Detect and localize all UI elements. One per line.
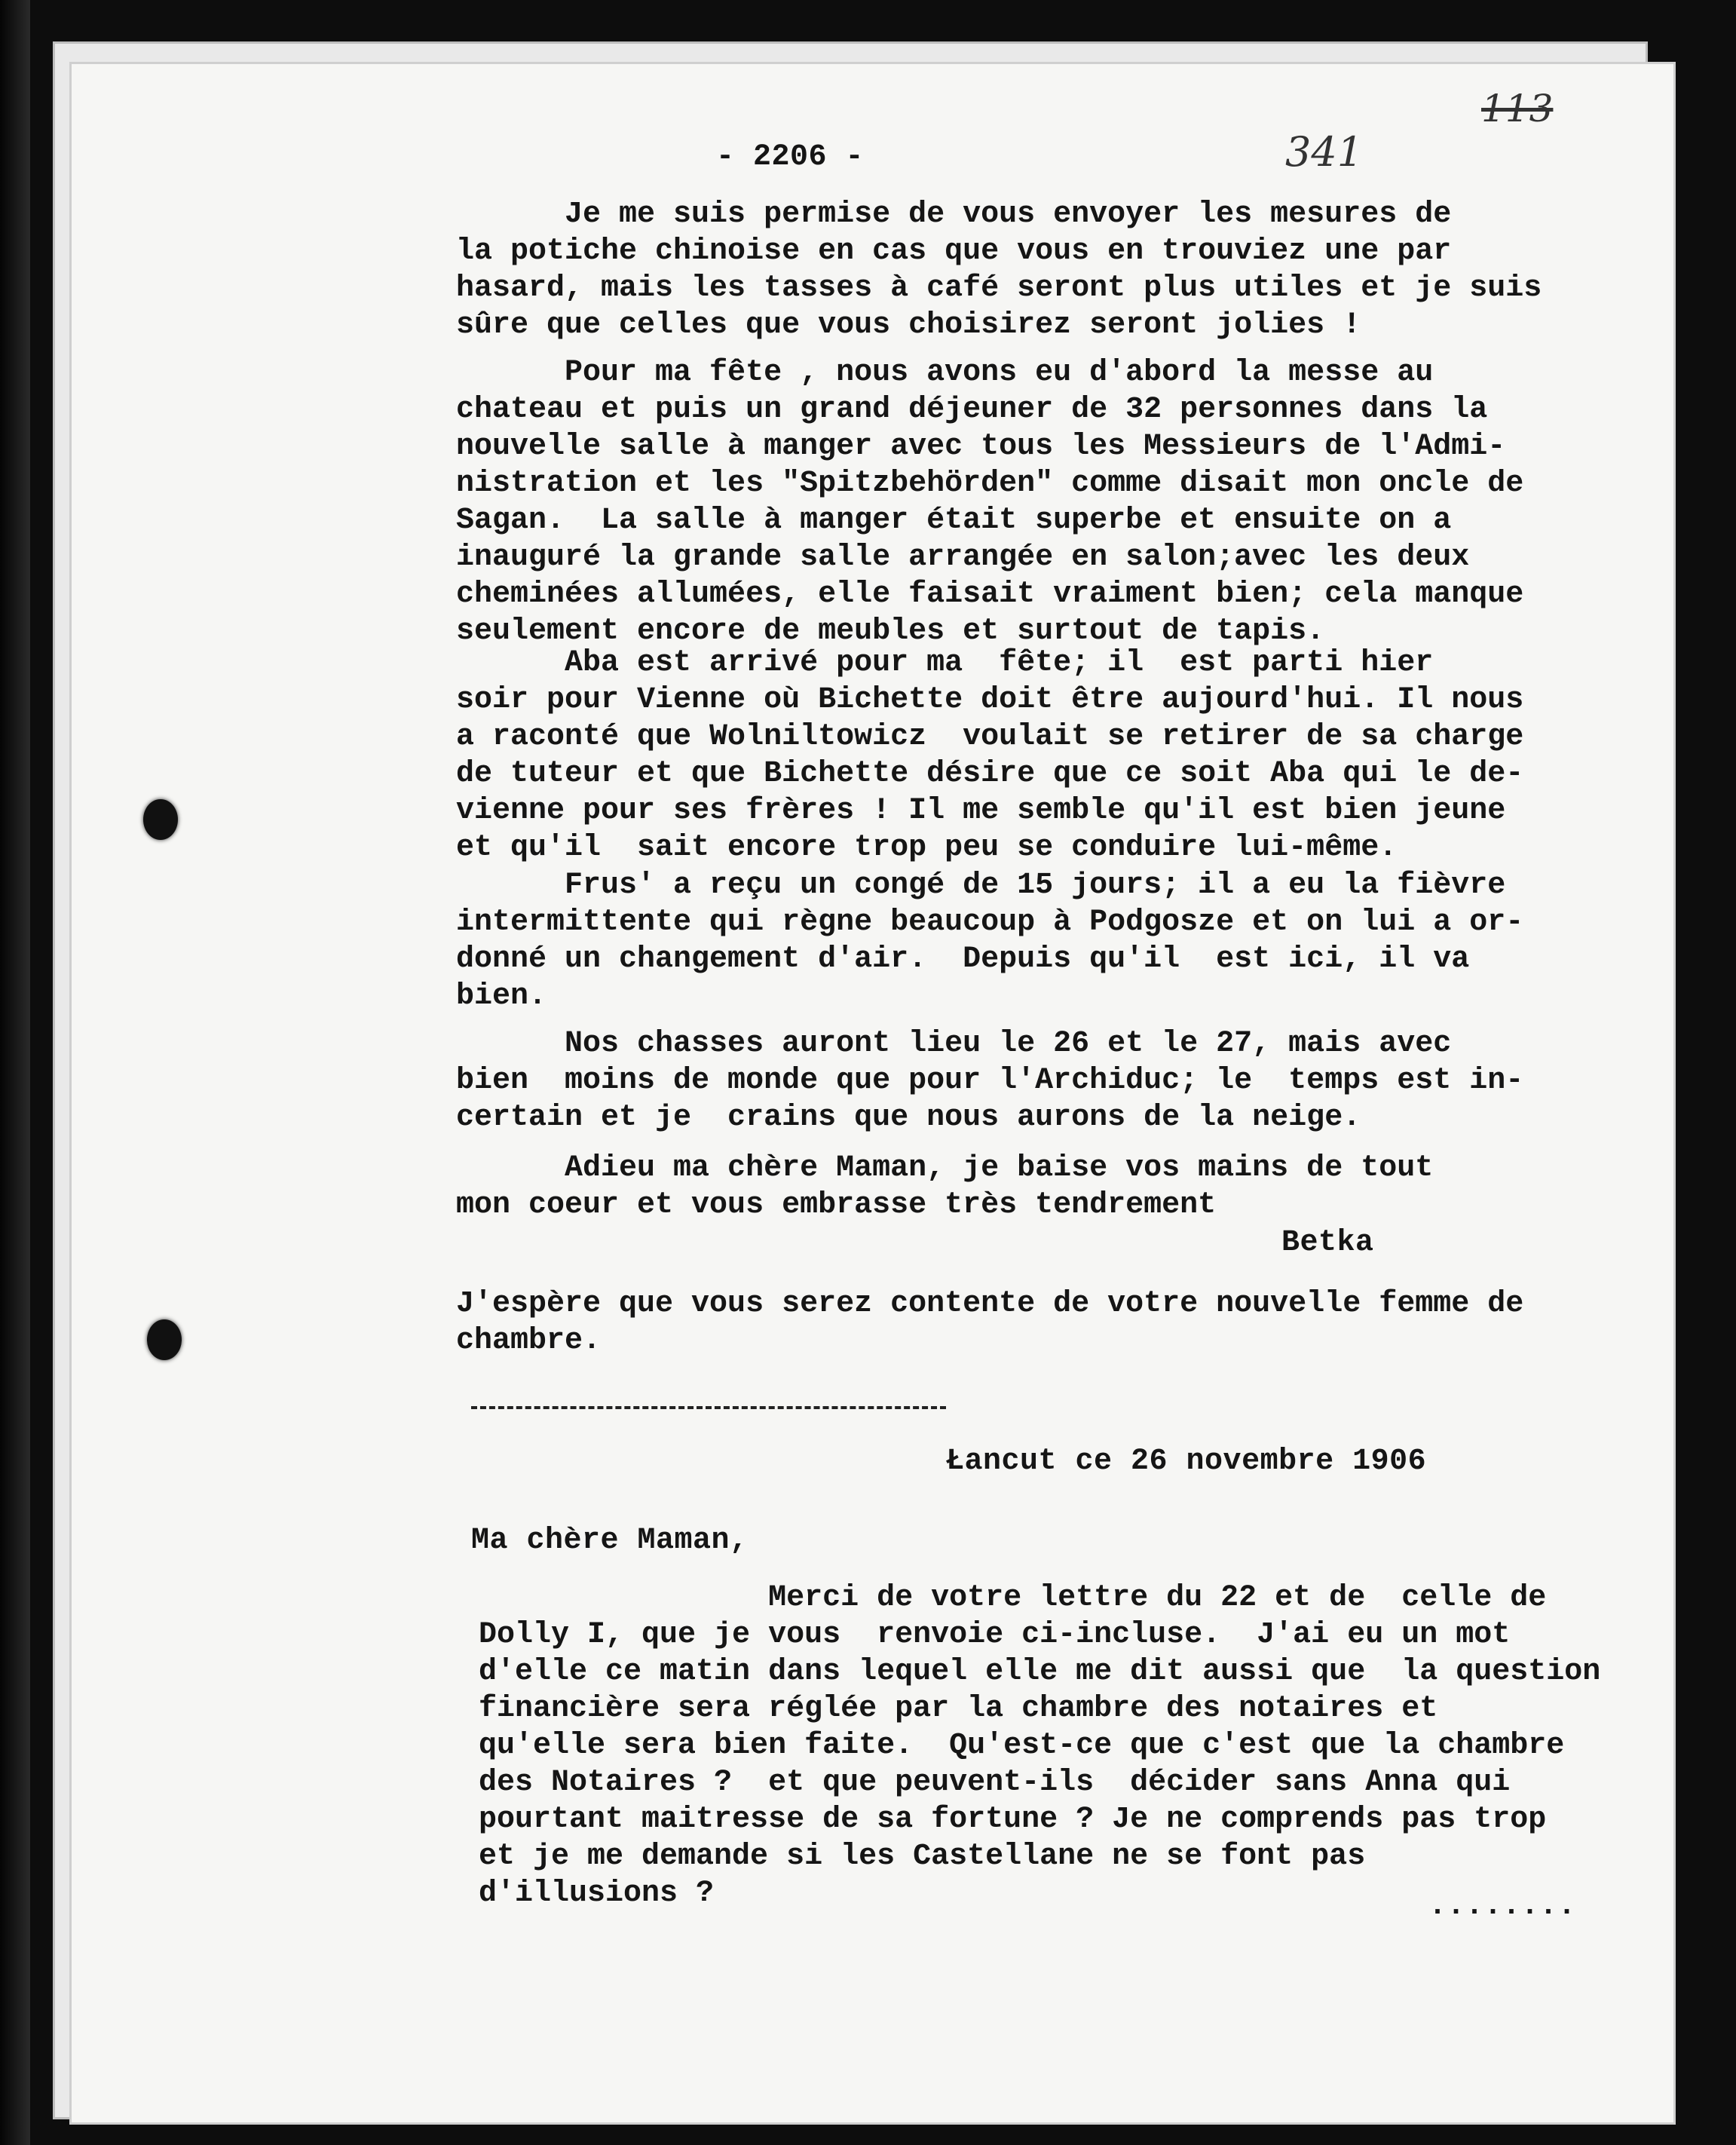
- text-line: Aba est arrivé pour ma fête; il est parti hier: [456, 646, 1434, 680]
- text-line: Merci de votre lettre du 22 et de celle de: [479, 1581, 1547, 1615]
- text-line: hasard, mais les tasses à café seront plus utiles et je suis: [456, 271, 1542, 305]
- letter2-body: [479, 1580, 1600, 1912]
- typed-letter-page: [72, 64, 1673, 2122]
- text-line: Sagan. La salle à manger était superbe et ensuite on a: [456, 504, 1452, 538]
- text-line: sûre que celles que vous choisirez seront jolies !: [456, 308, 1361, 342]
- text-line: et je me demande si les Castellane ne se font pas: [479, 1840, 1366, 1874]
- text-line: et qu'il sait encore trop peu se conduire lui-même.: [456, 831, 1398, 865]
- text-line: chateau et puis un grand déjeuner de 32 personnes dans la: [456, 393, 1488, 427]
- text-line: J'espère que vous serez contente de votre nouvelle femme de: [456, 1287, 1524, 1321]
- text-line: vienne pour ses frères ! Il me semble qu'il est bien jeune: [456, 794, 1506, 828]
- dateline: Łancut ce 26 novembre 1906: [946, 1445, 1427, 1479]
- text-line: certain et je crains que nous aurons de la neige.: [456, 1101, 1361, 1135]
- folio-number: 113: [1481, 87, 1554, 130]
- text-line: seulement encore de meubles et surtout de tapis.: [456, 614, 1325, 648]
- archive-number: 341: [1285, 128, 1364, 176]
- separator-line: [471, 1406, 946, 1409]
- scan-left-edge: [0, 0, 30, 2145]
- postscript: [456, 1285, 1523, 1359]
- text-line: inauguré la grande salle arrangée en salon;avec les deux: [456, 541, 1470, 575]
- text-line: Dolly I, que je vous renvoie ci-incluse. J'ai eu un mot: [479, 1618, 1511, 1652]
- text-line: Frus' a reçu un congé de 15 jours; il a eu la fièvre: [456, 869, 1506, 902]
- punch-hole-top: [143, 799, 178, 840]
- paragraph-5: [456, 1025, 1523, 1136]
- text-line: Adieu ma chère Maman, je baise vos mains de tout: [456, 1151, 1434, 1185]
- text-line: Je me suis permise de vous envoyer les mesures de: [456, 198, 1452, 231]
- text-line: des Notaires ? et que peuvent-ils décider sans Anna qui: [479, 1766, 1511, 1800]
- punch-hole-bottom: [147, 1319, 182, 1360]
- text-line: mon coeur et vous embrasse très tendrement: [456, 1188, 1217, 1222]
- text-line: Nos chasses auront lieu le 26 et le 27, mais avec: [456, 1027, 1452, 1061]
- text-line: qu'elle sera bien faite. Qu'est-ce que c'est que la chambre: [479, 1729, 1565, 1763]
- text-line: d'illusions ?: [479, 1877, 715, 1911]
- text-line: cheminées allumées, elle faisait vraiment bien; cela manque: [456, 578, 1524, 611]
- paragraph-6: [456, 1150, 1433, 1224]
- text-line: bien.: [456, 979, 547, 1013]
- text-line: financière sera réglée par la chambre des notaires et: [479, 1692, 1438, 1726]
- text-line: nistration et les "Spitzbehörden" comme disait mon oncle de: [456, 467, 1524, 501]
- paragraph-2: [456, 354, 1523, 650]
- paragraph-4: [456, 867, 1523, 1015]
- paragraph-1: [456, 196, 1542, 344]
- text-line: a raconté que Wolniltowicz voulait se retirer de sa charge: [456, 720, 1524, 754]
- salutation: Ma chère Maman,: [471, 1524, 749, 1558]
- text-line: Pour ma fête , nous avons eu d'abord la messe au: [456, 356, 1434, 390]
- signature: Betka: [1281, 1226, 1374, 1260]
- text-line: de tuteur et que Bichette désire que ce soit Aba qui le de-: [456, 757, 1524, 791]
- text-line: pourtant maitresse de sa fortune ? Je ne comprends pas trop: [479, 1803, 1547, 1837]
- text-line: la potiche chinoise en cas que vous en trouviez une par: [456, 234, 1452, 268]
- text-line: d'elle ce matin dans lequel elle me dit aussi que la question: [479, 1655, 1601, 1689]
- continuation-dots: ........: [1428, 1889, 1577, 1923]
- paragraph-3: [456, 645, 1523, 866]
- text-line: donné un changement d'air. Depuis qu'il est ici, il va: [456, 942, 1470, 976]
- text-line: nouvelle salle à manger avec tous les Messieurs de l'Admi-: [456, 430, 1506, 464]
- text-line: chambre.: [456, 1324, 602, 1358]
- text-line: soir pour Vienne où Bichette doit être aujourd'hui. Il nous: [456, 683, 1524, 717]
- text-line: bien moins de monde que pour l'Archiduc; le temps est in-: [456, 1064, 1524, 1098]
- text-line: intermittente qui règne beaucoup à Podgosze et on lui a or-: [456, 905, 1524, 939]
- typed-page-number: - 2206 -: [716, 140, 865, 174]
